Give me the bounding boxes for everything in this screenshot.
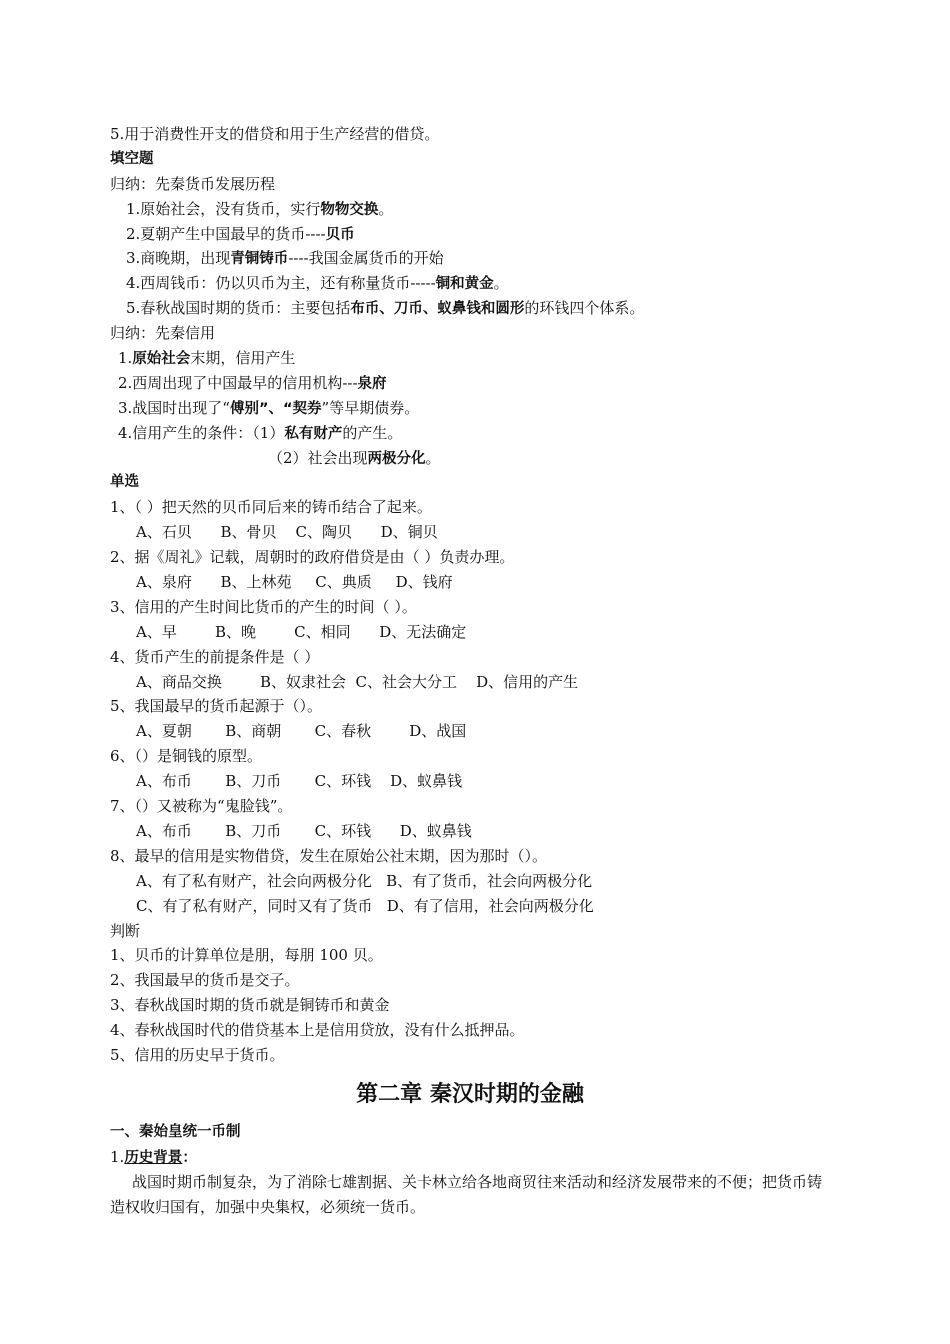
question-options: A、夏朝 B、商朝 C、春秋 D、战国: [136, 722, 467, 741]
judge-item: 5、信用的历史早于货币。: [110, 1045, 285, 1064]
summary2-title: 归纳：先秦信用: [110, 324, 216, 343]
question-options: A、有了私有财产，社会向两极分化 B、有了货币，社会向两极分化: [136, 871, 593, 890]
fill-heading: 填空题: [110, 150, 154, 167]
judge-item: 1、贝币的计算单位是朋，每朋 100 贝。: [110, 946, 383, 965]
summary1-item: 2.夏朝产生中国最早的货币----贝币: [126, 224, 355, 243]
single-choice-heading: 单选: [110, 474, 139, 491]
summary1-title: 归纳：先秦货币发展历程: [110, 174, 276, 193]
summary2-item: 4.信用产生的条件：（1）私有财产的产生。: [118, 423, 403, 442]
background-paragraph: 战国时期币制复杂，为了消除七雄割据、关卡林立给各地商贸往来活动和经济发展带来的不便；把货币铸造权收归国有，加强中央集权，必须统一货币。: [110, 1172, 823, 1216]
question-options: A、布币 B、刀币 C、环钱 D、蚁鼻钱: [136, 821, 472, 840]
question-text: 5、我国最早的货币起源于（）。: [110, 697, 323, 716]
judge-item: 3、春秋战国时期的货币就是铜铸币和黄金: [110, 996, 390, 1015]
question-text: 7、（）又被称为“鬼脸钱”。: [110, 797, 293, 816]
background-label: 历史背景: [124, 1149, 183, 1166]
summary1-item: 4.西周钱币：仍以贝币为主，还有称量货币-----铜和黄金。: [126, 274, 509, 293]
section-heading: 一、秦始皇统一币制: [110, 1123, 241, 1140]
summary2-item: 3.战国时出现了“傅别”、“契券”等早期债券。: [118, 398, 420, 417]
question-text: 4、货币产生的前提条件是（ ）: [110, 647, 320, 666]
judge-item: 4、春秋战国时代的借贷基本上是信用贷放，没有什么抵押品。: [110, 1021, 525, 1040]
summary2-item: （2）社会出现两极分化。: [268, 448, 441, 467]
question-options: A、布币 B、刀币 C、环钱 D、蚁鼻钱: [136, 772, 463, 791]
question-text: 8、最早的信用是实物借贷，发生在原始公社末期，因为那时（）。: [110, 846, 548, 865]
question-options: A、商品交换 B、奴隶社会 C、社会大分工 D、信用的产生: [136, 672, 579, 691]
intro-line: 5.用于消费性开支的借贷和用于生产经营的借贷。: [110, 125, 440, 143]
chapter-title: 第二章 秦汉时期的金融: [356, 1081, 584, 1107]
question-options: A、石贝 B、骨贝 C、陶贝 D、铜贝: [136, 523, 438, 542]
question-options: C、有了私有财产，同时又有了货币 D、有了信用，社会向两极分化: [136, 896, 594, 915]
question-options: A、早 B、晚 C、相同 D、无法确定: [136, 622, 467, 641]
question-text: 3、信用的产生时间比货币的产生的时间（ ）。: [110, 597, 417, 616]
summary1-item: 3.商晚期，出现青铜铸币----我国金属货币的开始: [126, 249, 444, 268]
question-text: 6、（）是铜钱的原型。: [110, 747, 263, 766]
document-page: [110, 122, 830, 1220]
question-options: A、泉府 B、上林苑 C、典质 D、钱府: [136, 573, 453, 592]
summary2-item: 1.原始社会末期，信用产生: [118, 349, 296, 368]
judge-heading: 判断: [110, 921, 141, 940]
summary1-item: 1.原始社会，没有货币，实行物物交换。: [126, 199, 394, 218]
summary2-item: 2.西周出现了中国最早的信用机构---泉府: [118, 373, 387, 392]
summary1-item: 5.春秋战国时期的货币：主要包括布币、刀币、蚁鼻钱和圆形的环钱四个体系。: [126, 299, 645, 318]
question-text: 2、据《周礼》记载，周朝时的政府借贷是由（ ）负责办理。: [110, 548, 515, 567]
judge-item: 2、我国最早的货币是交子。: [110, 971, 300, 990]
question-text: 1、（ ）把天然的贝币同后来的铸币结合了起来。: [110, 498, 432, 517]
background-heading: 1.历史背景：: [110, 1147, 197, 1166]
